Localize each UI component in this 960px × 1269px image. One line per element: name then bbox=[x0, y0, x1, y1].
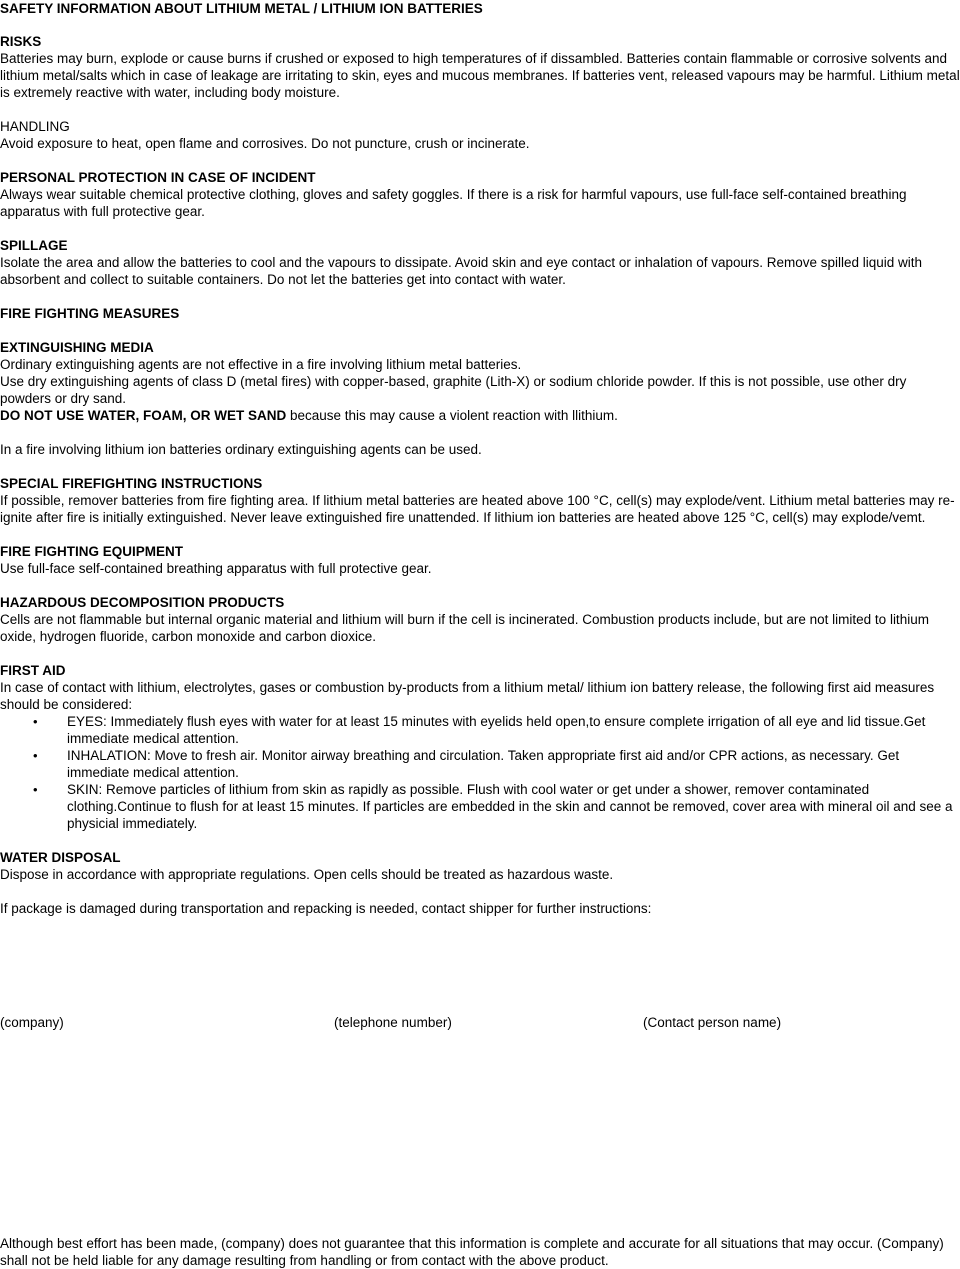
company-placeholder: (company) bbox=[0, 1015, 64, 1030]
section-heading: HANDLING bbox=[0, 119, 70, 134]
document-title: SAFETY INFORMATION ABOUT LITHIUM METAL / LITHIUM ION BATTERIES bbox=[0, 1, 483, 16]
section-text: Always wear suitable chemical protective clothing, gloves and safety goggles. If there is a risk for harmful vapours, use full-face self-contained breathing apparatus with full protective gear. bbox=[0, 187, 907, 219]
section-text: In case of contact with lithium, electrolytes, gases or combustion by-products from a lithium metal/ lithium ion battery release, the following first aid measures should be considered: bbox=[0, 680, 935, 712]
section-spillage bbox=[0, 237, 960, 288]
list-item bbox=[0, 781, 960, 832]
section-heading: PERSONAL PROTECTION IN CASE OF INCIDENT bbox=[0, 170, 316, 185]
list-item-text: SKIN: Remove particles of lithium from skin as rapidly as possible. Flush with cool water or get under a shower, remover contaminated clothing.Continue to flush for at least 15 minutes. If particles are embedded in the skin and cannot be removed, cover area with mineral oil and see a physicial immediately. bbox=[67, 782, 953, 831]
section-text: Ordinary extinguishing agents are not effective in a fire involving lithium metal batteries. bbox=[0, 357, 522, 372]
water-warning bbox=[0, 407, 960, 424]
section-heading: FIRE FIGHTING EQUIPMENT bbox=[0, 544, 184, 559]
section-heading: HAZARDOUS DECOMPOSITION PRODUCTS bbox=[0, 595, 285, 610]
section-water-disposal bbox=[0, 849, 960, 883]
section-text: Dispose in accordance with appropriate regulations. Open cells should be treated as hazardous waste. bbox=[0, 867, 614, 882]
section-text: Use dry extinguishing agents of class D (metal fires) with copper-based, graphite (Lith-X) or sodium chloride powder. If this is not possible, use other dry powders or dry sand. bbox=[0, 374, 907, 406]
bullet-icon: • bbox=[33, 748, 38, 763]
list-item bbox=[0, 713, 960, 747]
section-text: In a fire involving lithium ion batteries ordinary extinguishing agents can be used. bbox=[0, 442, 482, 457]
warning-rest: because this may cause a violent reaction with llithium. bbox=[286, 408, 618, 423]
section-text: Use full-face self-contained breathing apparatus with full protective gear. bbox=[0, 561, 432, 576]
section-fire-fighting-equipment bbox=[0, 543, 960, 577]
section-text: Avoid exposure to heat, open flame and corrosives. Do not puncture, crush or incinerate. bbox=[0, 136, 530, 151]
first-aid-list bbox=[0, 713, 960, 832]
bullet-icon: • bbox=[33, 782, 38, 797]
section-text: If possible, remover batteries from fire fighting area. If lithium metal batteries are heated above 100 °C, cell(s) may explode/vent. Lithium metal batteries may re-ignite after fire is initially extinguished. Never leave extinguished fire unattended. If lithium ion batteries are heated above 125 °C, cell(s) may explode/vemt. bbox=[0, 493, 955, 525]
section-heading: FIRST AID bbox=[0, 663, 66, 678]
disclaimer: Although best effort has been made, (company) does not guarantee that this information is complete and accurate for all situations that may occur. (Company) shall not be held liable for any damage resulting from handling or from contact with the above product. bbox=[0, 1236, 944, 1268]
section-fire-fighting bbox=[0, 305, 960, 322]
contact-person-placeholder: (Contact person name) bbox=[643, 1015, 782, 1030]
section-text: Cells are not flammable but internal organic material and lithium will burn if the cell is incinerated. Combustion products include, but are not limited to lithium oxide, hydrogen fluoride, carbon monoxide and carbon dioxice. bbox=[0, 612, 929, 644]
section-heading: EXTINGUISHING MEDIA bbox=[0, 340, 154, 355]
section-heading: FIRE FIGHTING MEASURES bbox=[0, 306, 180, 321]
section-heading: RISKS bbox=[0, 34, 42, 49]
bullet-icon: • bbox=[33, 714, 38, 729]
section-text: Batteries may burn, explode or cause burns if crushed or exposed to high temperatures of if dissambled. Batteries contain flammable or corrosive solvents and lithium metal/salts which in case of leakage are irritating to skin, eyes and mucous membranes. If batteries vent, released vapours may be harmful. Lithium metal is extremely reactive with water, including body moisture. bbox=[0, 51, 960, 100]
section-heading: SPILLAGE bbox=[0, 238, 68, 253]
section-decomposition bbox=[0, 594, 960, 645]
warning-bold: DO NOT USE WATER, FOAM, OR WET SAND bbox=[0, 408, 287, 423]
section-personal-protection bbox=[0, 169, 960, 220]
package-note: If package is damaged during transportation and repacking is needed, contact shipper for further instructions: bbox=[0, 901, 652, 916]
section-heading: SPECIAL FIREFIGHTING INSTRUCTIONS bbox=[0, 476, 263, 491]
telephone-placeholder: (telephone number) bbox=[334, 1015, 452, 1030]
section-extinguishing-media bbox=[0, 339, 960, 458]
list-item-text: EYES: Immediately flush eyes with water for at least 15 minutes with eyelids held open,to ensure complete irrigation of all eye and lid tissue.Get immediate medical attention. bbox=[67, 714, 926, 746]
contact-row bbox=[0, 1014, 960, 1031]
section-special-instructions bbox=[0, 475, 960, 526]
section-first-aid bbox=[0, 662, 960, 832]
section-risks bbox=[0, 33, 960, 101]
list-item-text: INHALATION: Move to fresh air. Monitor airway breathing and circulation. Taken appropriate first aid and/or CPR actions, as necessary. Get immediate medical attention. bbox=[67, 748, 900, 780]
list-item bbox=[0, 747, 960, 781]
section-heading: WATER DISPOSAL bbox=[0, 850, 121, 865]
section-handling bbox=[0, 118, 960, 152]
section-text: Isolate the area and allow the batteries to cool and the vapours to dissipate. Avoid skin and eye contact or inhalation of vapours. Remove spilled liquid with absorbent and collect to suitable containers. Do not let the batteries get into contact with water. bbox=[0, 255, 923, 287]
